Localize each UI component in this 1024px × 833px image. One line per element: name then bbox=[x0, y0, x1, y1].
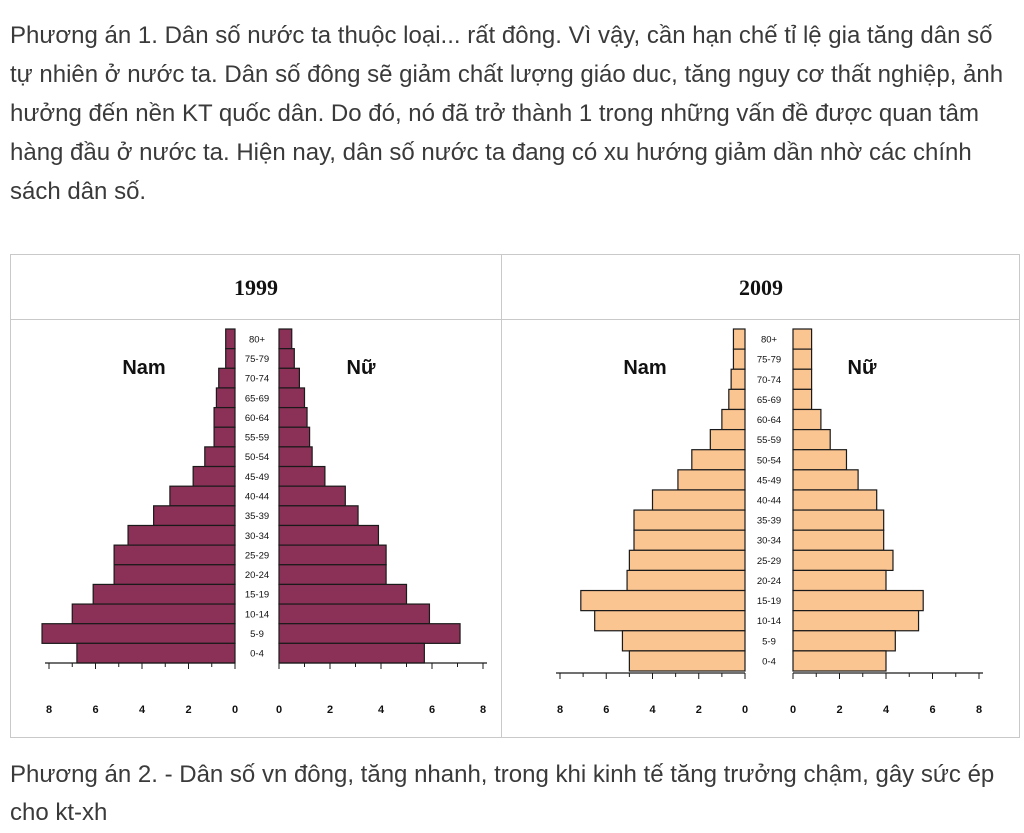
bar-female-30-34 bbox=[793, 530, 884, 550]
age-label: 35-39 bbox=[244, 511, 270, 523]
pyramid-1999 bbox=[11, 255, 501, 739]
bar-male-10-14 bbox=[72, 604, 235, 624]
bar-male-60-64 bbox=[214, 408, 235, 428]
bar-female-5-9 bbox=[793, 631, 895, 651]
age-label: 50-54 bbox=[244, 452, 270, 464]
tick-label: 4 bbox=[649, 704, 656, 716]
tick-label: 8 bbox=[556, 704, 564, 716]
tick-label: 6 bbox=[92, 704, 99, 716]
bar-male-35-39 bbox=[634, 510, 745, 530]
age-label: 30-34 bbox=[756, 535, 782, 547]
bar-male-15-19 bbox=[93, 584, 235, 604]
tick-label: 6 bbox=[603, 704, 610, 716]
age-label: 70-74 bbox=[756, 374, 782, 386]
bar-female-35-39 bbox=[793, 510, 884, 530]
bar-female-55-59 bbox=[279, 427, 310, 447]
tick-label: 0 bbox=[275, 704, 283, 716]
bar-male-25-29 bbox=[629, 550, 745, 570]
bar-male-75-79 bbox=[733, 349, 745, 369]
bar-male-80+ bbox=[226, 329, 235, 349]
bar-male-50-54 bbox=[692, 450, 745, 470]
bar-male-5-9 bbox=[622, 631, 745, 651]
bar-male-30-34 bbox=[634, 530, 745, 550]
age-label: 70-74 bbox=[244, 373, 270, 385]
age-label: 55-59 bbox=[756, 435, 782, 447]
label-male: Nam bbox=[122, 357, 166, 379]
bar-female-5-9 bbox=[279, 624, 460, 644]
age-label: 50-54 bbox=[756, 455, 782, 467]
bar-female-10-14 bbox=[279, 604, 429, 624]
age-label: 0-4 bbox=[762, 656, 776, 668]
bar-male-0-4 bbox=[629, 651, 745, 671]
bar-female-30-34 bbox=[279, 525, 378, 545]
bar-male-45-49 bbox=[678, 470, 745, 490]
bar-male-70-74 bbox=[219, 368, 235, 388]
bar-female-20-24 bbox=[279, 565, 386, 585]
age-label: 20-24 bbox=[244, 570, 270, 582]
bar-female-40-44 bbox=[793, 490, 877, 510]
bar-male-55-59 bbox=[710, 430, 745, 450]
age-label: 80+ bbox=[760, 334, 778, 346]
age-label: 60-64 bbox=[756, 415, 782, 427]
age-label: 75-79 bbox=[756, 354, 782, 366]
bar-male-80+ bbox=[733, 329, 745, 349]
age-label: 5-9 bbox=[250, 629, 264, 641]
age-label: 35-39 bbox=[756, 515, 782, 527]
bar-female-75-79 bbox=[279, 349, 294, 369]
bar-male-40-44 bbox=[170, 486, 235, 506]
bar-female-25-29 bbox=[793, 550, 893, 570]
age-label: 45-49 bbox=[756, 475, 782, 487]
bar-female-65-69 bbox=[793, 389, 812, 409]
tick-label: 8 bbox=[45, 704, 53, 716]
population-pyramid-figure bbox=[10, 254, 1020, 738]
bar-male-25-29 bbox=[114, 545, 235, 565]
bar-male-60-64 bbox=[722, 409, 745, 429]
bar-male-30-34 bbox=[128, 525, 235, 545]
tick-label: 4 bbox=[138, 704, 146, 716]
tick-label: 6 bbox=[428, 704, 436, 716]
bar-male-20-24 bbox=[114, 565, 235, 585]
bar-male-35-39 bbox=[154, 506, 235, 526]
age-label: 80+ bbox=[248, 334, 266, 346]
bar-female-70-74 bbox=[793, 369, 812, 389]
bar-male-70-74 bbox=[731, 369, 745, 389]
title-1999: 1999 bbox=[234, 275, 278, 300]
age-label: 5-9 bbox=[762, 636, 776, 648]
age-label: 45-49 bbox=[244, 471, 270, 483]
tick-label: 0 bbox=[789, 704, 797, 716]
age-label: 75-79 bbox=[244, 353, 270, 365]
tick-label: 4 bbox=[882, 704, 890, 716]
bar-female-0-4 bbox=[793, 651, 886, 671]
label-male: Nam bbox=[623, 357, 667, 379]
tick-label: 2 bbox=[185, 704, 192, 716]
bar-female-25-29 bbox=[279, 545, 386, 565]
age-label: 30-34 bbox=[244, 530, 270, 542]
age-label: 40-44 bbox=[756, 495, 782, 507]
bar-female-40-44 bbox=[279, 486, 345, 506]
bar-male-5-9 bbox=[42, 624, 235, 644]
tick-label: 2 bbox=[695, 704, 702, 716]
bar-male-65-69 bbox=[729, 389, 745, 409]
bar-male-50-54 bbox=[205, 447, 235, 467]
age-label: 0-4 bbox=[250, 648, 264, 660]
bar-female-0-4 bbox=[279, 643, 424, 663]
label-female: Nữ bbox=[346, 357, 376, 379]
bar-male-40-44 bbox=[653, 490, 746, 510]
bar-male-55-59 bbox=[214, 427, 235, 447]
age-label: 20-24 bbox=[756, 575, 782, 587]
bar-male-15-19 bbox=[581, 591, 745, 611]
label-female: Nữ bbox=[847, 357, 877, 379]
age-label: 15-19 bbox=[244, 589, 270, 601]
bar-female-60-64 bbox=[793, 409, 821, 429]
age-label: 65-69 bbox=[244, 393, 270, 405]
bar-female-50-54 bbox=[793, 450, 846, 470]
bar-female-45-49 bbox=[279, 467, 325, 487]
bar-female-15-19 bbox=[279, 584, 407, 604]
bar-female-70-74 bbox=[279, 368, 299, 388]
paragraph-option-2: Phương án 2. - Dân số vn đông, tăng nhanh, trong khi kinh tế tăng trưởng chậm, gây sức ép cho kt-xh bbox=[10, 761, 995, 826]
bar-female-80+ bbox=[793, 329, 812, 349]
bar-male-0-4 bbox=[77, 643, 235, 663]
age-label: 10-14 bbox=[756, 616, 782, 628]
age-label: 55-59 bbox=[244, 432, 270, 444]
age-label: 25-29 bbox=[756, 555, 782, 567]
tick-label: 2 bbox=[836, 704, 843, 716]
tick-label: 6 bbox=[929, 704, 936, 716]
tick-label: 0 bbox=[231, 704, 239, 716]
bar-female-45-49 bbox=[793, 470, 858, 490]
bar-female-65-69 bbox=[279, 388, 305, 408]
bar-female-60-64 bbox=[279, 408, 307, 428]
bar-female-10-14 bbox=[793, 611, 919, 631]
tick-label: 8 bbox=[479, 704, 487, 716]
age-label: 25-29 bbox=[244, 550, 270, 562]
age-label: 40-44 bbox=[244, 491, 270, 503]
bar-female-50-54 bbox=[279, 447, 312, 467]
bar-female-15-19 bbox=[793, 591, 923, 611]
title-2009: 2009 bbox=[739, 275, 783, 300]
tick-label: 0 bbox=[741, 704, 749, 716]
age-label: 10-14 bbox=[244, 609, 270, 621]
paragraph-option-1: Phương án 1. Dân số nước ta thuộc loại... rất đông. Vì vậy, cần hạn chế tỉ lệ gia tăng dân số tự nhiên ở nước ta. Dân số đông sẽ giảm chất lượng giáo duc, tăng nguy cơ thất nghiệp, ảnh hưởng đến nền KT quốc dân. Do đó, nó đã trở thành 1 trong những vấn đề được quan tâm hàng đầu ở nước ta. Hiện nay, dân số nước ta đang có xu hướng giảm dần nhờ các chính sách dân số. bbox=[10, 22, 1004, 205]
age-label: 60-64 bbox=[244, 412, 270, 424]
bar-female-55-59 bbox=[793, 430, 830, 450]
bar-female-20-24 bbox=[793, 570, 886, 590]
bar-female-80+ bbox=[279, 329, 292, 349]
tick-label: 4 bbox=[377, 704, 385, 716]
tick-label: 8 bbox=[975, 704, 983, 716]
pyramid-2009 bbox=[501, 255, 1021, 739]
bar-male-45-49 bbox=[193, 467, 235, 487]
bar-male-10-14 bbox=[595, 611, 745, 631]
bar-male-65-69 bbox=[216, 388, 235, 408]
bar-male-75-79 bbox=[226, 349, 235, 369]
bar-male-20-24 bbox=[627, 570, 745, 590]
bar-female-75-79 bbox=[793, 349, 812, 369]
tick-label: 2 bbox=[326, 704, 334, 716]
age-label: 15-19 bbox=[756, 596, 782, 608]
bar-female-35-39 bbox=[279, 506, 358, 526]
age-label: 65-69 bbox=[756, 394, 782, 406]
